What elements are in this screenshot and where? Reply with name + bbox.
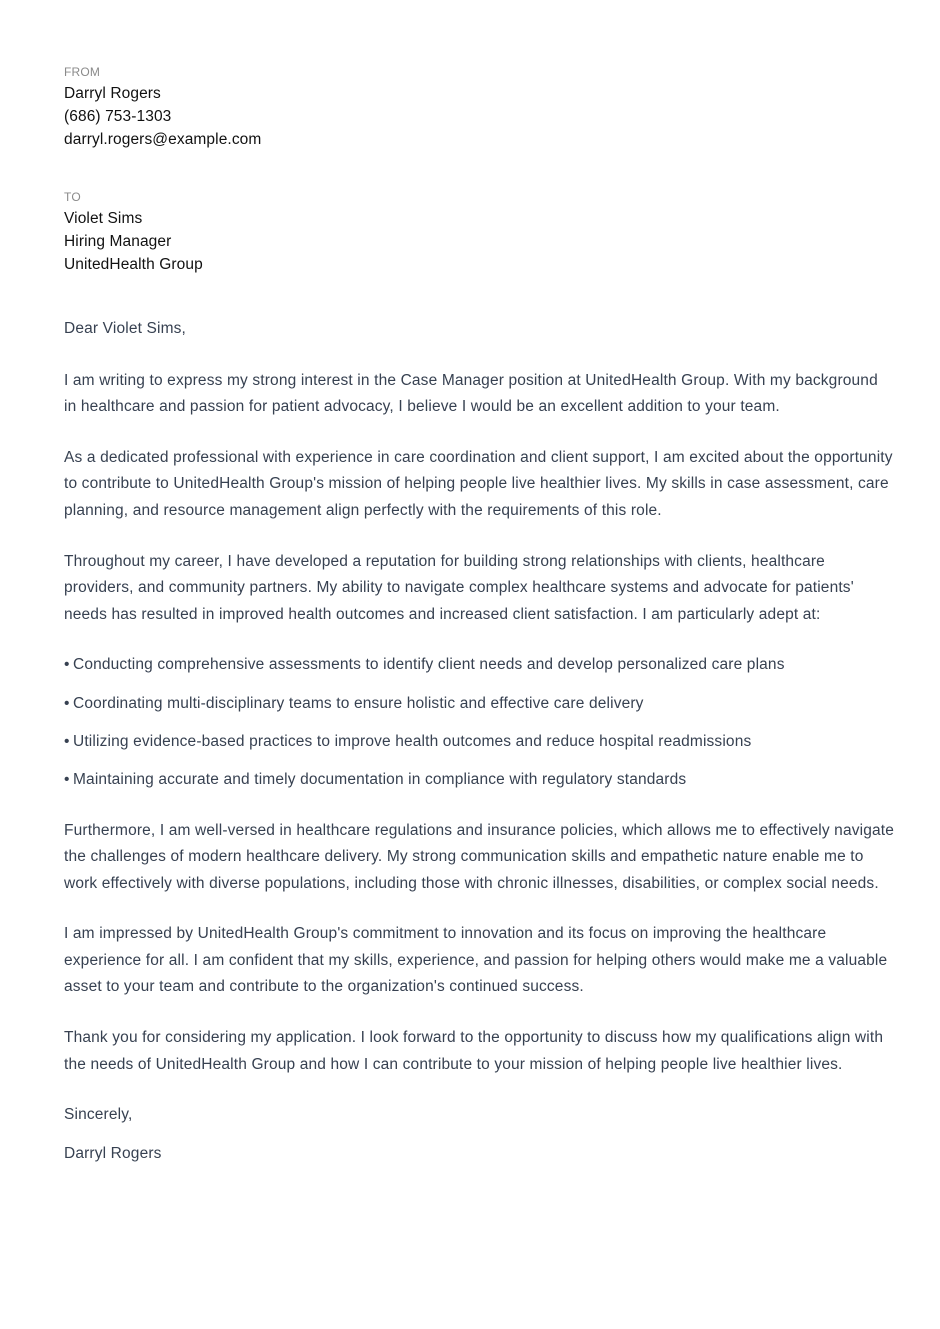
- bullet-icon: •: [64, 732, 70, 750]
- letter-body: [64, 316, 894, 1167]
- paragraph-thank-you: Thank you for considering my application. I look forward to the opportunity to discuss how my qualifications align with the needs of UnitedHealth Group and how I can contribute to your mission of helping people live healthier lives.: [64, 1029, 884, 1073]
- recipient-name: Violet Sims: [64, 210, 143, 227]
- list-item: [64, 652, 894, 679]
- bullet-icon: •: [64, 694, 70, 712]
- list-item: [64, 691, 894, 718]
- closing: Sincerely,: [64, 1106, 133, 1124]
- recipient-block: [64, 189, 894, 276]
- list-item: [64, 729, 894, 756]
- paragraph-regulations: Furthermore, I am well-versed in healthcare regulations and insurance policies, which allows me to effectively navigate the challenges of modern healthcare delivery. My strong communication skills and empathetic nature enable me to work effectively with diverse populations, including those with chronic illnesses, disabilities, or complex social needs.: [64, 821, 894, 892]
- sender-name: Darryl Rogers: [64, 85, 161, 102]
- signature: Darryl Rogers: [64, 1144, 162, 1162]
- cover-letter-page: [64, 64, 894, 1191]
- recipient-company: UnitedHealth Group: [64, 256, 203, 273]
- paragraph-company-fit: I am impressed by UnitedHealth Group's commitment to innovation and its focus on improving the healthcare experience for all. I am confident that my skills, experience, and passion for helping others would make me a valuable asset to your team and contribute to the organization's continued success.: [64, 925, 888, 996]
- sender-block: [64, 64, 894, 151]
- list-item-text: Maintaining accurate and timely documentation in compliance with regulatory standards: [73, 770, 687, 788]
- paragraph-career: Throughout my career, I have developed a reputation for building strong relationships with clients, healthcare providers, and community partners. My ability to navigate complex healthcare systems and advocate for patients' needs has resulted in improved health outcomes and increased client satisfaction. I am particularly adept at:: [64, 552, 854, 623]
- bullet-icon: •: [64, 770, 70, 788]
- sender-phone: (686) 753-1303: [64, 108, 172, 125]
- list-item-text: Conducting comprehensive assessments to identify client needs and develop personalized care plans: [73, 656, 785, 674]
- recipient-title: Hiring Manager: [64, 233, 172, 250]
- salutation: Dear Violet Sims,: [64, 320, 187, 337]
- list-item: [64, 767, 894, 794]
- list-item-text: Utilizing evidence-based practices to improve health outcomes and reduce hospital readmissions: [73, 732, 752, 750]
- paragraph-experience: As a dedicated professional with experience in care coordination and client support, I am excited about the opportunity to contribute to UnitedHealth Group's mission of helping people live healthier lives. My skills in case assessment, care planning, and resource management align perfectly with the requirements of this role.: [64, 448, 893, 519]
- list-item-text: Coordinating multi-disciplinary teams to ensure holistic and effective care delivery: [73, 694, 644, 712]
- paragraph-intro: I am writing to express my strong interest in the Case Manager position at UnitedHealth Group. With my background in healthcare and passion for patient advocacy, I believe I would be an excellent addition to your team.: [64, 371, 878, 416]
- sender-email: darryl.rogers@example.com: [64, 131, 262, 148]
- from-label: FROM: [64, 65, 101, 79]
- bullet-icon: •: [64, 656, 70, 674]
- to-label: TO: [64, 190, 81, 204]
- skills-list: [64, 652, 894, 793]
